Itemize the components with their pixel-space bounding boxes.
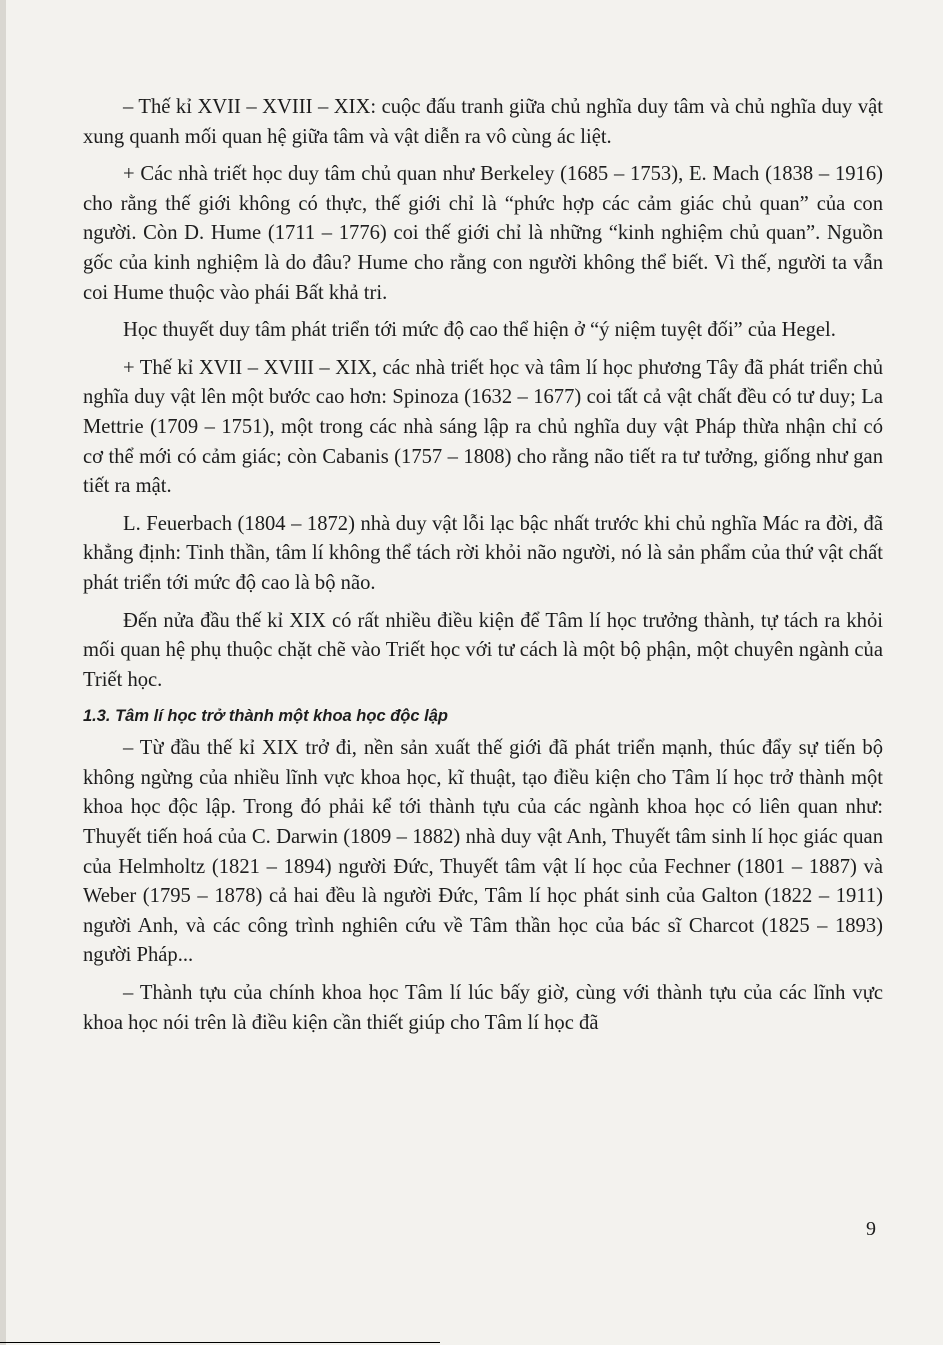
page-edge-shadow <box>0 0 6 1345</box>
section-paragraph-1: – Từ đầu thế kỉ XIX trở đi, nền sản xuất thế giới đã phát triển mạnh, thúc đẩy sự tiến bộ không ngừng của nhiều lĩnh vực khoa học, kĩ thuật, tạo điều kiện cho Tâm lí học trở thành một khoa học độc lập. Trong đó phải kể tới thành tựu của các ngành khoa học có liên quan như: Thuyết tiến hoá của C. Darwin (1809 – 1882) nhà duy vật Anh, Thuyết tâm sinh lí học giác quan của Helmholtz (1821 – 1894) người Đức, Thuyết tâm vật lí học của Fechner (1801 – 1887) và Weber (1795 – 1878) cả hai đều là người Đức, Tâm lí học phát sinh của Galton (1822 – 1911) người Anh, và các công trình nghiên cứu về Tâm thần học của bác sĩ Charcot (1825 – 1893) người Pháp... <box>83 737 883 967</box>
paragraph-1: – Thế kỉ XVII – XVIII – XIX: cuộc đấu tranh giữa chủ nghĩa duy tâm và chủ nghĩa duy vật xung quanh mối quan hệ giữa tâm và vật diễn ra vô cùng ác liệt. <box>83 96 883 148</box>
section-paragraph-2: – Thành tựu của chính khoa học Tâm lí lúc bấy giờ, cùng với thành tựu của các lĩnh vực khoa học nói trên là điều kiện cần thiết giúp cho Tâm lí học đã <box>83 982 883 1034</box>
paragraph-4: + Thế kỉ XVII – XVIII – XIX, các nhà triết học và tâm lí học phương Tây đã phát triển chủ nghĩa duy vật lên một bước cao hơn: Spinoza (1632 – 1677) coi tất cả vật chất đều có tư duy; La Mettrie (1709 – 1751), một trong các nhà sáng lập ra chủ nghĩa duy vật Pháp thừa nhận chỉ có cơ thể mới có cảm giác; còn Cabanis (1757 – 1808) cho rằng não tiết ra tư tưởng, giống như gan tiết ra mật. <box>83 356 883 498</box>
paragraph-6: Đến nửa đầu thế kỉ XIX có rất nhiều điều kiện để Tâm lí học trưởng thành, tự tách ra khỏi mối quan hệ phụ thuộc chặt chẽ vào Triết học với tư cách là một bộ phận, một chuyên ngành của Triết học. <box>83 609 883 691</box>
paragraph-2: + Các nhà triết học duy tâm chủ quan như Berkeley (1685 – 1753), E. Mach (1838 – 1916) cho rằng thế giới không có thực, thế giới chỉ là “phức hợp các cảm giác chủ quan” của con người. Còn D. Hume (1711 – 1776) coi thế giới chỉ là những “kinh nghiệm chủ quan”. Nguồn gốc của kinh nghiệm là do đâu? Hume cho rằng con người không thể biết. Vì thế, người ta vẫn coi Hume thuộc vào phái Bất khả tri. <box>83 163 883 304</box>
paragraph-3: Học thuyết duy tâm phát triển tới mức độ cao thể hiện ở “ý niệm tuyệt đối” của Hegel. <box>123 319 836 342</box>
page-number: 9 <box>866 1218 876 1240</box>
bottom-divider <box>0 1342 440 1343</box>
body-text <box>83 93 883 1046</box>
paragraph-5: L. Feuerbach (1804 – 1872) nhà duy vật lỗi lạc bậc nhất trước khi chủ nghĩa Mác ra đời, đã khẳng định: Tinh thần, tâm lí không thể tách rời khỏi não người, nó là sản phẩm của thứ vật chất phát triển tới mức độ cao là bộ não. <box>83 512 883 594</box>
section-heading: 1.3. Tâm lí học trở thành một khoa học độc lập <box>83 707 448 726</box>
